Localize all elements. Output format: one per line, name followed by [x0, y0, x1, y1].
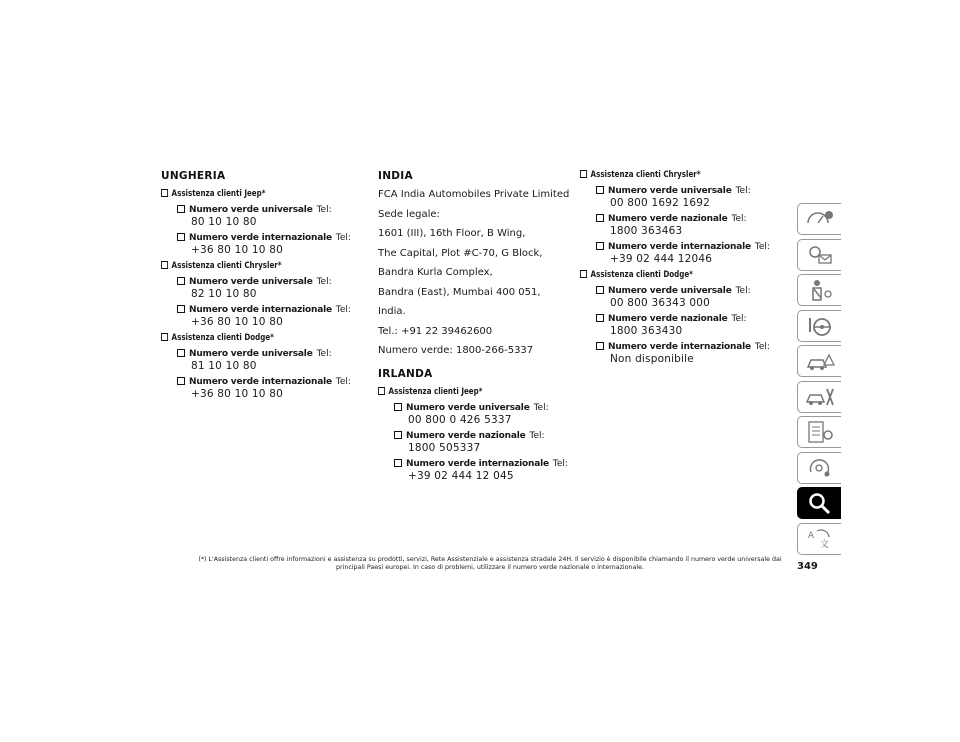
section-title-ungheria: UNGHERIA: [161, 170, 226, 182]
phone-entry: [596, 242, 780, 265]
tel-label: Tel:: [735, 286, 751, 296]
phone-entry-label-row: [177, 305, 361, 315]
address-line: 1601 (III), 16th Floor, B Wing,: [378, 228, 526, 239]
chapter-tabs: [797, 203, 841, 558]
checkbox-bullet-icon: [177, 277, 185, 285]
seatbelt-person-icon: [805, 278, 835, 302]
checkbox-bullet-icon: [394, 459, 402, 467]
tel-label: Tel:: [533, 403, 549, 413]
column-irlanda-continued: [580, 170, 780, 370]
tel-label: Tel:: [731, 314, 747, 324]
svg-text:文: 文: [819, 539, 829, 550]
phone-number: 1800 363463: [610, 225, 683, 237]
chapter-tab-1[interactable]: [797, 203, 841, 235]
group-heading: [161, 189, 337, 199]
phone-entry-label-row: [177, 377, 361, 387]
checkbox-bullet-icon: [161, 261, 168, 269]
phone-entry-label: Numero verde internazionale: [189, 305, 332, 315]
phone-entry-label: Numero verde internazionale: [189, 233, 332, 243]
phone-entry-label-row: [394, 403, 578, 413]
phone-entry: [596, 186, 780, 209]
chapter-tab-9[interactable]: [797, 487, 841, 519]
section-title-irlanda: IRLANDA: [378, 368, 433, 380]
checkbox-bullet-icon: [596, 214, 604, 222]
checkbox-bullet-icon: [177, 233, 185, 241]
tel-label: Tel:: [316, 277, 332, 287]
page-number: 349: [797, 561, 818, 572]
phone-number: 80 10 10 80: [191, 216, 257, 228]
checkbox-bullet-icon: [596, 186, 604, 194]
irlanda-groups-continued: [580, 170, 780, 365]
phone-entry: [177, 233, 361, 256]
phone-entry-label: Numero verde internazionale: [189, 377, 332, 387]
group-label: Assistenza clienti Chrysler*: [171, 261, 282, 271]
phone-number: 82 10 10 80: [191, 288, 257, 300]
phone-entry-label: Numero verde internazionale: [608, 242, 751, 252]
group-label: Assistenza clienti Chrysler*: [590, 170, 701, 180]
phone-entry-label: Numero verde universale: [189, 205, 313, 215]
footnote: (*) L'Assistenza clienti offre informazioni e assistenza su prodotti, servizi, Rete Assistenziale e assistenza stradale 24H. Il servizio è disponibile chiamando il numero verde universale dai principali Paesi europei. In caso di problemi, utilizzare il numero verde nazionale o internazionale.: [198, 556, 782, 571]
tel-label: Tel:: [735, 186, 751, 196]
phone-entry-label-row: [394, 459, 578, 469]
address-line: Bandra (East), Mumbai 400 051,: [378, 286, 541, 298]
group-heading: [580, 170, 756, 180]
phone-entry-label-row: [596, 286, 780, 296]
car-tools-icon: [805, 385, 835, 409]
tel-label: Tel:: [754, 342, 770, 352]
phone-entry: [177, 305, 361, 328]
group-label: Assistenza clienti Jeep*: [388, 387, 483, 397]
phone-entry-label-row: [177, 233, 361, 243]
checkbox-bullet-icon: [394, 403, 402, 411]
tel-label: Tel:: [552, 459, 568, 469]
address-line: India.: [378, 306, 406, 317]
phone-number: 81 10 10 80: [191, 360, 257, 372]
phone-number: 1800 505337: [408, 442, 481, 454]
tel-label: Tel:: [316, 349, 332, 359]
group-label: Assistenza clienti Dodge*: [171, 333, 274, 343]
multimedia-icon: [805, 456, 835, 480]
checkbox-bullet-icon: [596, 242, 604, 250]
light-mail-icon: [805, 243, 835, 267]
column-ungheria: [161, 170, 361, 405]
phone-entry-label: Numero verde universale: [189, 277, 313, 287]
address-line: Numero verde: 1800-266-5337: [378, 345, 534, 356]
svg-text:A: A: [807, 530, 814, 541]
tel-label: Tel:: [335, 377, 351, 387]
ungheria-groups: [161, 189, 361, 400]
phone-entry-label: Numero verde nazionale: [608, 214, 728, 224]
phone-entry: [177, 277, 361, 300]
tel-label: Tel:: [335, 233, 351, 243]
irlanda-groups: [378, 387, 578, 482]
phone-entry-label-row: [596, 342, 780, 352]
checkbox-bullet-icon: [394, 431, 402, 439]
chapter-tab-7[interactable]: [797, 416, 841, 448]
phone-entry-label-row: [596, 214, 780, 224]
chapter-tab-10[interactable]: [797, 523, 841, 555]
checkbox-bullet-icon: [596, 286, 604, 294]
address-line: FCA India Automobiles Private Limited: [378, 189, 570, 200]
chapter-tab-4[interactable]: [797, 310, 841, 342]
phone-entry: [596, 314, 780, 337]
checkbox-bullet-icon: [378, 387, 385, 395]
phone-entry: [596, 342, 780, 365]
section-title-india: INDIA: [378, 170, 413, 182]
phone-number: +39 02 444 12 045: [408, 470, 514, 482]
tel-label: Tel:: [529, 431, 545, 441]
phone-entry-label-row: [596, 314, 780, 324]
phone-number: +39 02 444 12046: [610, 253, 713, 265]
phone-number: Non disponibile: [610, 353, 694, 365]
phone-entry: [596, 286, 780, 309]
tel-label: Tel:: [731, 214, 747, 224]
phone-number: 1800 363430: [610, 325, 683, 337]
dashboard-info-icon: [805, 207, 835, 231]
phone-entry: [177, 377, 361, 400]
phone-number: 00 800 1692 1692: [610, 197, 711, 209]
group-heading: [161, 261, 337, 271]
chapter-tab-3[interactable]: [797, 274, 841, 306]
checkbox-bullet-icon: [161, 189, 168, 197]
phone-entry-label-row: [596, 242, 780, 252]
chapter-tab-5[interactable]: [797, 345, 841, 377]
phone-entry-label: Numero verde universale: [608, 286, 732, 296]
tel-label: Tel:: [754, 242, 770, 252]
phone-entry-label: Numero verde nazionale: [608, 314, 728, 324]
phone-entry-label: Numero verde nazionale: [406, 431, 526, 441]
languages-icon: [805, 527, 835, 551]
phone-entry-label: Numero verde internazionale: [406, 459, 549, 469]
phone-entry: [394, 459, 578, 482]
search-index-icon: [805, 491, 835, 515]
phone-number: +36 80 10 10 80: [191, 316, 283, 328]
phone-entry-label: Numero verde internazionale: [608, 342, 751, 352]
group-label: Assistenza clienti Jeep*: [171, 189, 266, 199]
chapter-tab-2[interactable]: [797, 239, 841, 271]
checkbox-bullet-icon: [596, 342, 604, 350]
phone-entry-label: Numero verde universale: [189, 349, 313, 359]
india-address: [378, 189, 578, 356]
phone-number: 00 800 0 426 5337: [408, 414, 512, 426]
phone-number: 00 800 36343 000: [610, 297, 711, 309]
phone-entry-label: Numero verde universale: [406, 403, 530, 413]
group-heading: [580, 270, 756, 280]
maintenance-checklist-icon: [805, 420, 835, 444]
address-line: Tel.: +91 22 39462600: [378, 325, 493, 337]
group-label: Assistenza clienti Dodge*: [590, 270, 693, 280]
checkbox-bullet-icon: [177, 205, 185, 213]
steering-wheel-icon: [805, 314, 835, 338]
phone-entry-label-row: [177, 277, 361, 287]
column-india-irlanda: [378, 170, 578, 487]
phone-entry-label-row: [394, 431, 578, 441]
checkbox-bullet-icon: [177, 377, 185, 385]
phone-entry-label-row: [596, 186, 780, 196]
group-heading: [378, 387, 554, 397]
address-line: Sede legale:: [378, 208, 440, 220]
phone-entry-label: Numero verde universale: [608, 186, 732, 196]
phone-entry-label-row: [177, 205, 361, 215]
phone-entry: [394, 403, 578, 426]
checkbox-bullet-icon: [580, 170, 587, 178]
address-line: Bandra Kurla Complex,: [378, 267, 493, 278]
checkbox-bullet-icon: [596, 314, 604, 322]
tel-label: Tel:: [335, 305, 351, 315]
chapter-tab-6[interactable]: [797, 381, 841, 413]
car-warning-icon: [805, 349, 835, 373]
group-heading: [161, 333, 337, 343]
phone-entry: [596, 214, 780, 237]
phone-entry-label-row: [177, 349, 361, 359]
chapter-tab-8[interactable]: [797, 452, 841, 484]
address-line: The Capital, Plot #C-70, G Block,: [378, 247, 543, 259]
phone-entry: [177, 205, 361, 228]
phone-number: +36 80 10 10 80: [191, 388, 283, 400]
checkbox-bullet-icon: [177, 349, 185, 357]
phone-entry: [177, 349, 361, 372]
checkbox-bullet-icon: [580, 270, 587, 278]
tel-label: Tel:: [316, 205, 332, 215]
checkbox-bullet-icon: [161, 333, 168, 341]
checkbox-bullet-icon: [177, 305, 185, 313]
phone-entry: [394, 431, 578, 454]
phone-number: +36 80 10 10 80: [191, 244, 283, 256]
